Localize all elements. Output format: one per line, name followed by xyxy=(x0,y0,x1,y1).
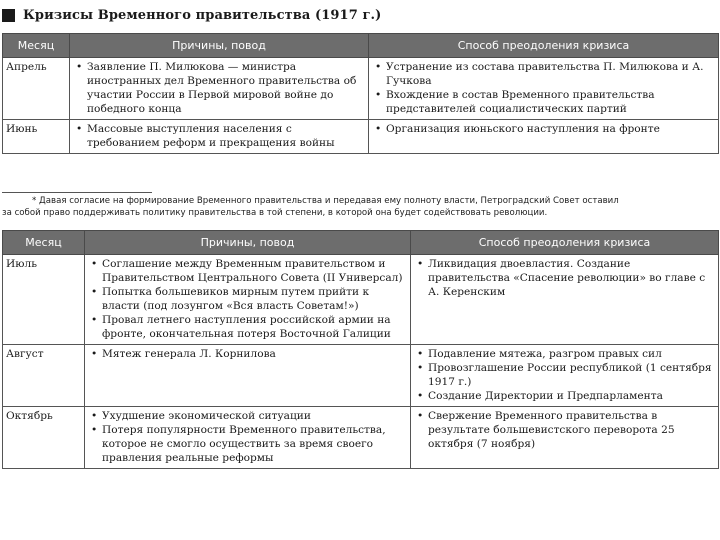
list-item: • Создание Директории и Предпарламента xyxy=(414,389,715,403)
resolution-cell xyxy=(411,345,719,407)
footnote-line-1: * Давая согласие на формирование Временного правительства и передавая ему полноту власти, Петроградский Совет оставил xyxy=(32,196,619,206)
table-row xyxy=(3,345,719,407)
resolution-list xyxy=(414,257,715,299)
list-item: • Устранение из состава правительства П. Милюкова и А. Гучкова xyxy=(372,60,715,88)
list-item: • Мятеж генерала Л. Корнилова xyxy=(88,347,407,361)
causes-cell xyxy=(85,345,411,407)
table-header-row xyxy=(3,34,719,58)
causes-cell xyxy=(70,120,369,154)
causes-cell xyxy=(70,58,369,120)
table-header-row xyxy=(3,231,719,255)
resolution-list xyxy=(414,409,715,451)
square-bullet-icon xyxy=(2,9,15,22)
header-resolution: Способ преодоления кризиса xyxy=(411,231,719,255)
header-causes: Причины, повод xyxy=(70,34,369,58)
list-item: • Организация июньского наступления на фронте xyxy=(372,122,715,136)
list-item: • Подавление мятежа, разгром правых сил xyxy=(414,347,715,361)
table-row xyxy=(3,255,719,345)
list-item: • Массовые выступления населения с требованием реформ и прекращения войны xyxy=(73,122,365,150)
title-row xyxy=(2,6,381,24)
list-item: • Соглашение между Временным правительством и Правительством Центрального Совета (II Универсал) xyxy=(88,257,407,285)
list-item: • Вхождение в состав Временного правительства представителей социалистических партий xyxy=(372,88,715,116)
footnote-line-2: за собой право поддерживать политику правительства в той степени, в которой она будет содействовать революции. xyxy=(2,207,548,218)
causes-list xyxy=(88,347,407,361)
list-item: • Потеря популярности Временного правительства, которое не смогло осуществить за время своего правления реальные реформы xyxy=(88,423,407,465)
list-item: • Заявление П. Милюкова — министра иностранных дел Временного правительства об участии России в Первой мировой войне до победного конца xyxy=(73,60,365,116)
resolution-cell xyxy=(369,120,719,154)
header-causes: Причины, повод xyxy=(85,231,411,255)
header-resolution: Способ преодоления кризиса xyxy=(369,34,719,58)
resolution-cell xyxy=(411,407,719,469)
list-item: • Ликвидация двоевластия. Создание правительства «Спасение революции» во главе с А. Керенским xyxy=(414,257,715,299)
crisis-table-1 xyxy=(2,33,719,154)
list-item: • Провозглашение России республикой (1 сентября 1917 г.) xyxy=(414,361,715,389)
resolution-list xyxy=(372,60,715,116)
causes-list xyxy=(88,257,407,341)
table-row xyxy=(3,120,719,154)
month-cell: Апрель xyxy=(3,58,70,120)
causes-list xyxy=(73,122,365,150)
header-month: Месяц xyxy=(3,34,70,58)
list-item: • Ухудшение экономической ситуации xyxy=(88,409,407,423)
list-item: • Свержение Временного правительства в результате большевистского переворота 25 октября (7 ноября) xyxy=(414,409,715,451)
causes-cell xyxy=(85,255,411,345)
table-body xyxy=(3,255,719,469)
footnote xyxy=(2,196,718,219)
table-body xyxy=(3,58,719,154)
resolution-list xyxy=(372,122,715,136)
resolution-list xyxy=(414,347,715,403)
causes-list xyxy=(73,60,365,116)
causes-list xyxy=(88,409,407,465)
month-cell: Октябрь xyxy=(3,407,85,469)
resolution-cell xyxy=(369,58,719,120)
list-item: • Попытка большевиков мирным путем прийти к власти (под лозунгом «Вся власть Советам!») xyxy=(88,285,407,313)
page-title: Кризисы Временного правительства (1917 г.) xyxy=(23,7,382,23)
footnote-divider xyxy=(2,192,152,193)
causes-cell xyxy=(85,407,411,469)
table-row xyxy=(3,407,719,469)
crisis-table-2 xyxy=(2,230,719,469)
header-month: Месяц xyxy=(3,231,85,255)
month-cell: Июнь xyxy=(3,120,70,154)
month-cell: Июль xyxy=(3,255,85,345)
list-item: • Провал летнего наступления российской армии на фронте, окончательная потеря Восточной Галиции xyxy=(88,313,407,341)
resolution-cell xyxy=(411,255,719,345)
table-row xyxy=(3,58,719,120)
month-cell: Август xyxy=(3,345,85,407)
